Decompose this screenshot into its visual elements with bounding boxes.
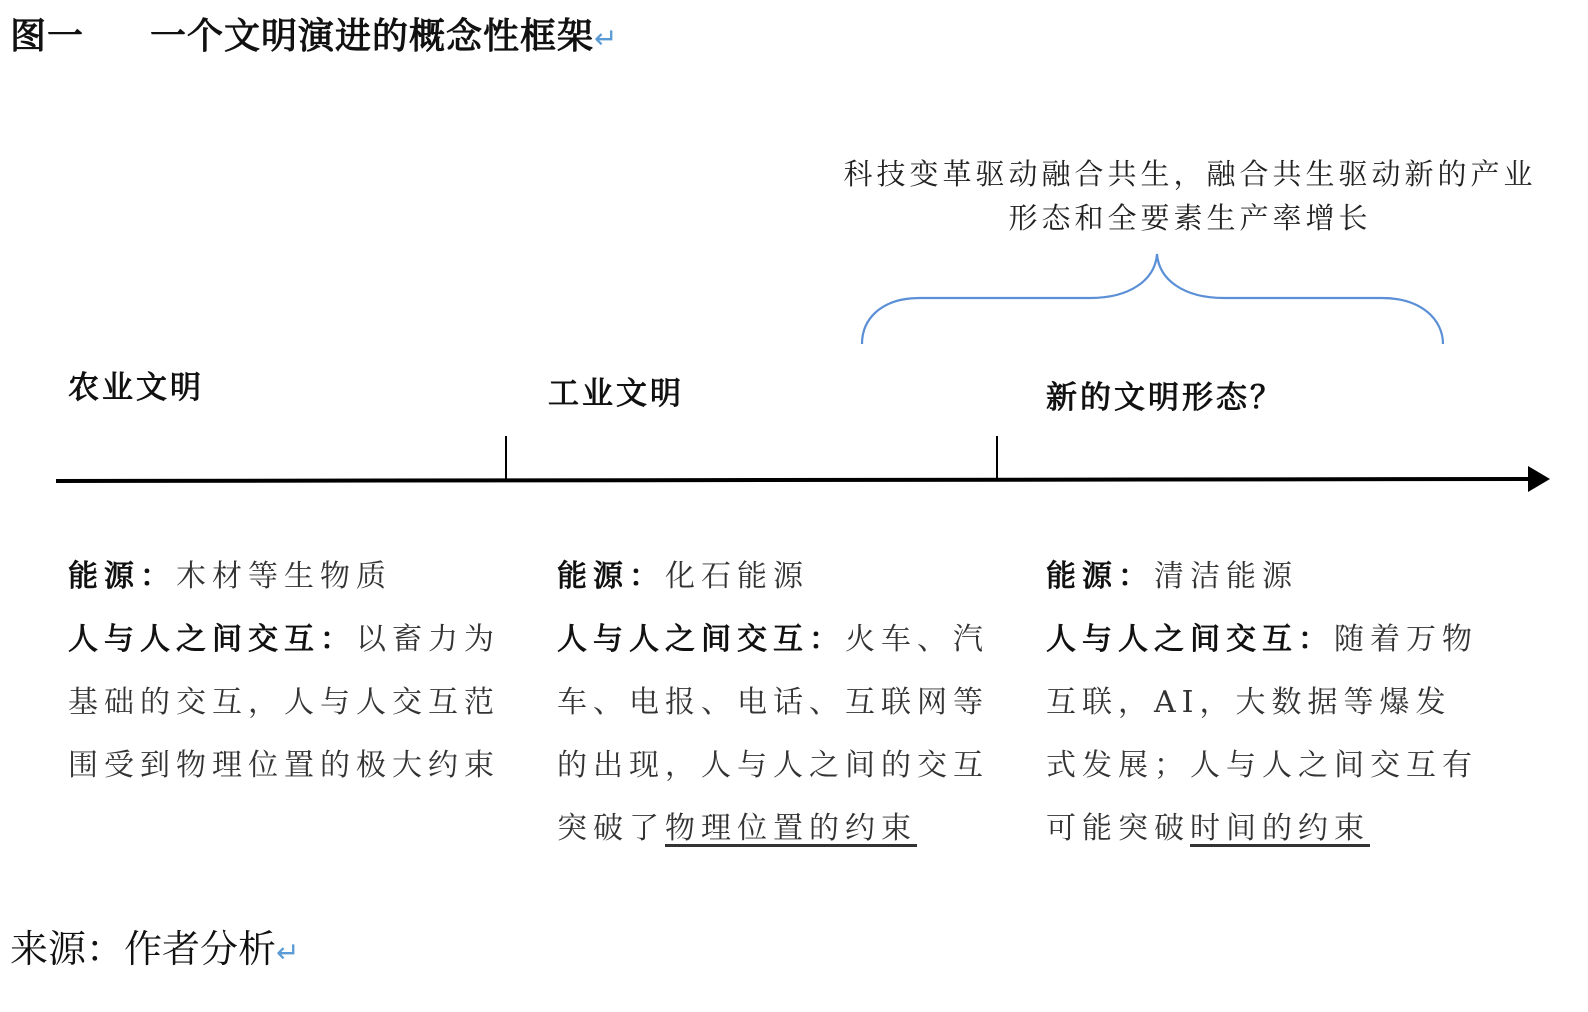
energy-line bbox=[68, 545, 508, 608]
figure-number: 图一 bbox=[10, 16, 85, 57]
interaction-key: 人与人之间交互 bbox=[68, 622, 320, 657]
interaction-key: 人与人之间交互 bbox=[1046, 622, 1298, 657]
interaction-key: 人与人之间交互 bbox=[557, 622, 809, 657]
interaction-paragraph bbox=[1046, 608, 1486, 860]
interaction-underlined: 物理位置的约束 bbox=[665, 811, 917, 846]
colon: ： bbox=[1118, 559, 1154, 594]
paragraph-mark-icon: ↵ bbox=[594, 22, 619, 55]
paragraph-mark-icon: ↵ bbox=[276, 936, 300, 969]
colon: ： bbox=[320, 622, 356, 657]
energy-value: 化石能源 bbox=[665, 559, 809, 594]
era-details-industrial bbox=[557, 545, 997, 860]
energy-value: 清洁能源 bbox=[1154, 559, 1298, 594]
era-label-agricultural: 农业文明 bbox=[68, 370, 204, 406]
energy-line bbox=[1046, 545, 1486, 608]
energy-value: 木材等生物质 bbox=[176, 559, 392, 594]
energy-line bbox=[557, 545, 997, 608]
colon: ： bbox=[140, 559, 176, 594]
interaction-paragraph bbox=[68, 608, 508, 797]
energy-key: 能源 bbox=[1046, 559, 1118, 594]
era-label-new: 新的文明形态？ bbox=[1046, 380, 1284, 416]
colon: ： bbox=[809, 622, 845, 657]
energy-key: 能源 bbox=[68, 559, 140, 594]
interaction-text: 随着万物互联，AI，大数据等爆发式发展；人与人之间交互有可能突破 bbox=[1046, 622, 1478, 846]
colon: ： bbox=[1298, 622, 1334, 657]
source-text: 来源：作者分析 bbox=[10, 927, 277, 971]
timeline-arrowhead bbox=[1528, 466, 1550, 492]
era-details-agricultural bbox=[68, 545, 508, 797]
curly-brace bbox=[862, 254, 1443, 344]
figure-title-text: 一个文明演进的概念性框架 bbox=[150, 16, 595, 57]
era-label-industrial: 工业文明 bbox=[548, 376, 684, 412]
interaction-text: 火车、汽车、电报、电话、互联网等的出现，人与人之间的交互突破了 bbox=[557, 622, 989, 846]
interaction-underlined: 时间的约束 bbox=[1190, 811, 1370, 846]
energy-key: 能源 bbox=[557, 559, 629, 594]
colon: ： bbox=[629, 559, 665, 594]
brace-annotation: 科技变革驱动融合共生，融合共生驱动新的产业形态和全要素生产率增长 bbox=[843, 157, 1537, 235]
era-details-new bbox=[1046, 545, 1486, 860]
source-note bbox=[10, 918, 299, 973]
interaction-text: 以畜力为基础的交互，人与人交互范围受到物理位置的极大约束 bbox=[68, 622, 500, 783]
interaction-paragraph bbox=[557, 608, 997, 860]
timeline-axis bbox=[56, 479, 1530, 481]
